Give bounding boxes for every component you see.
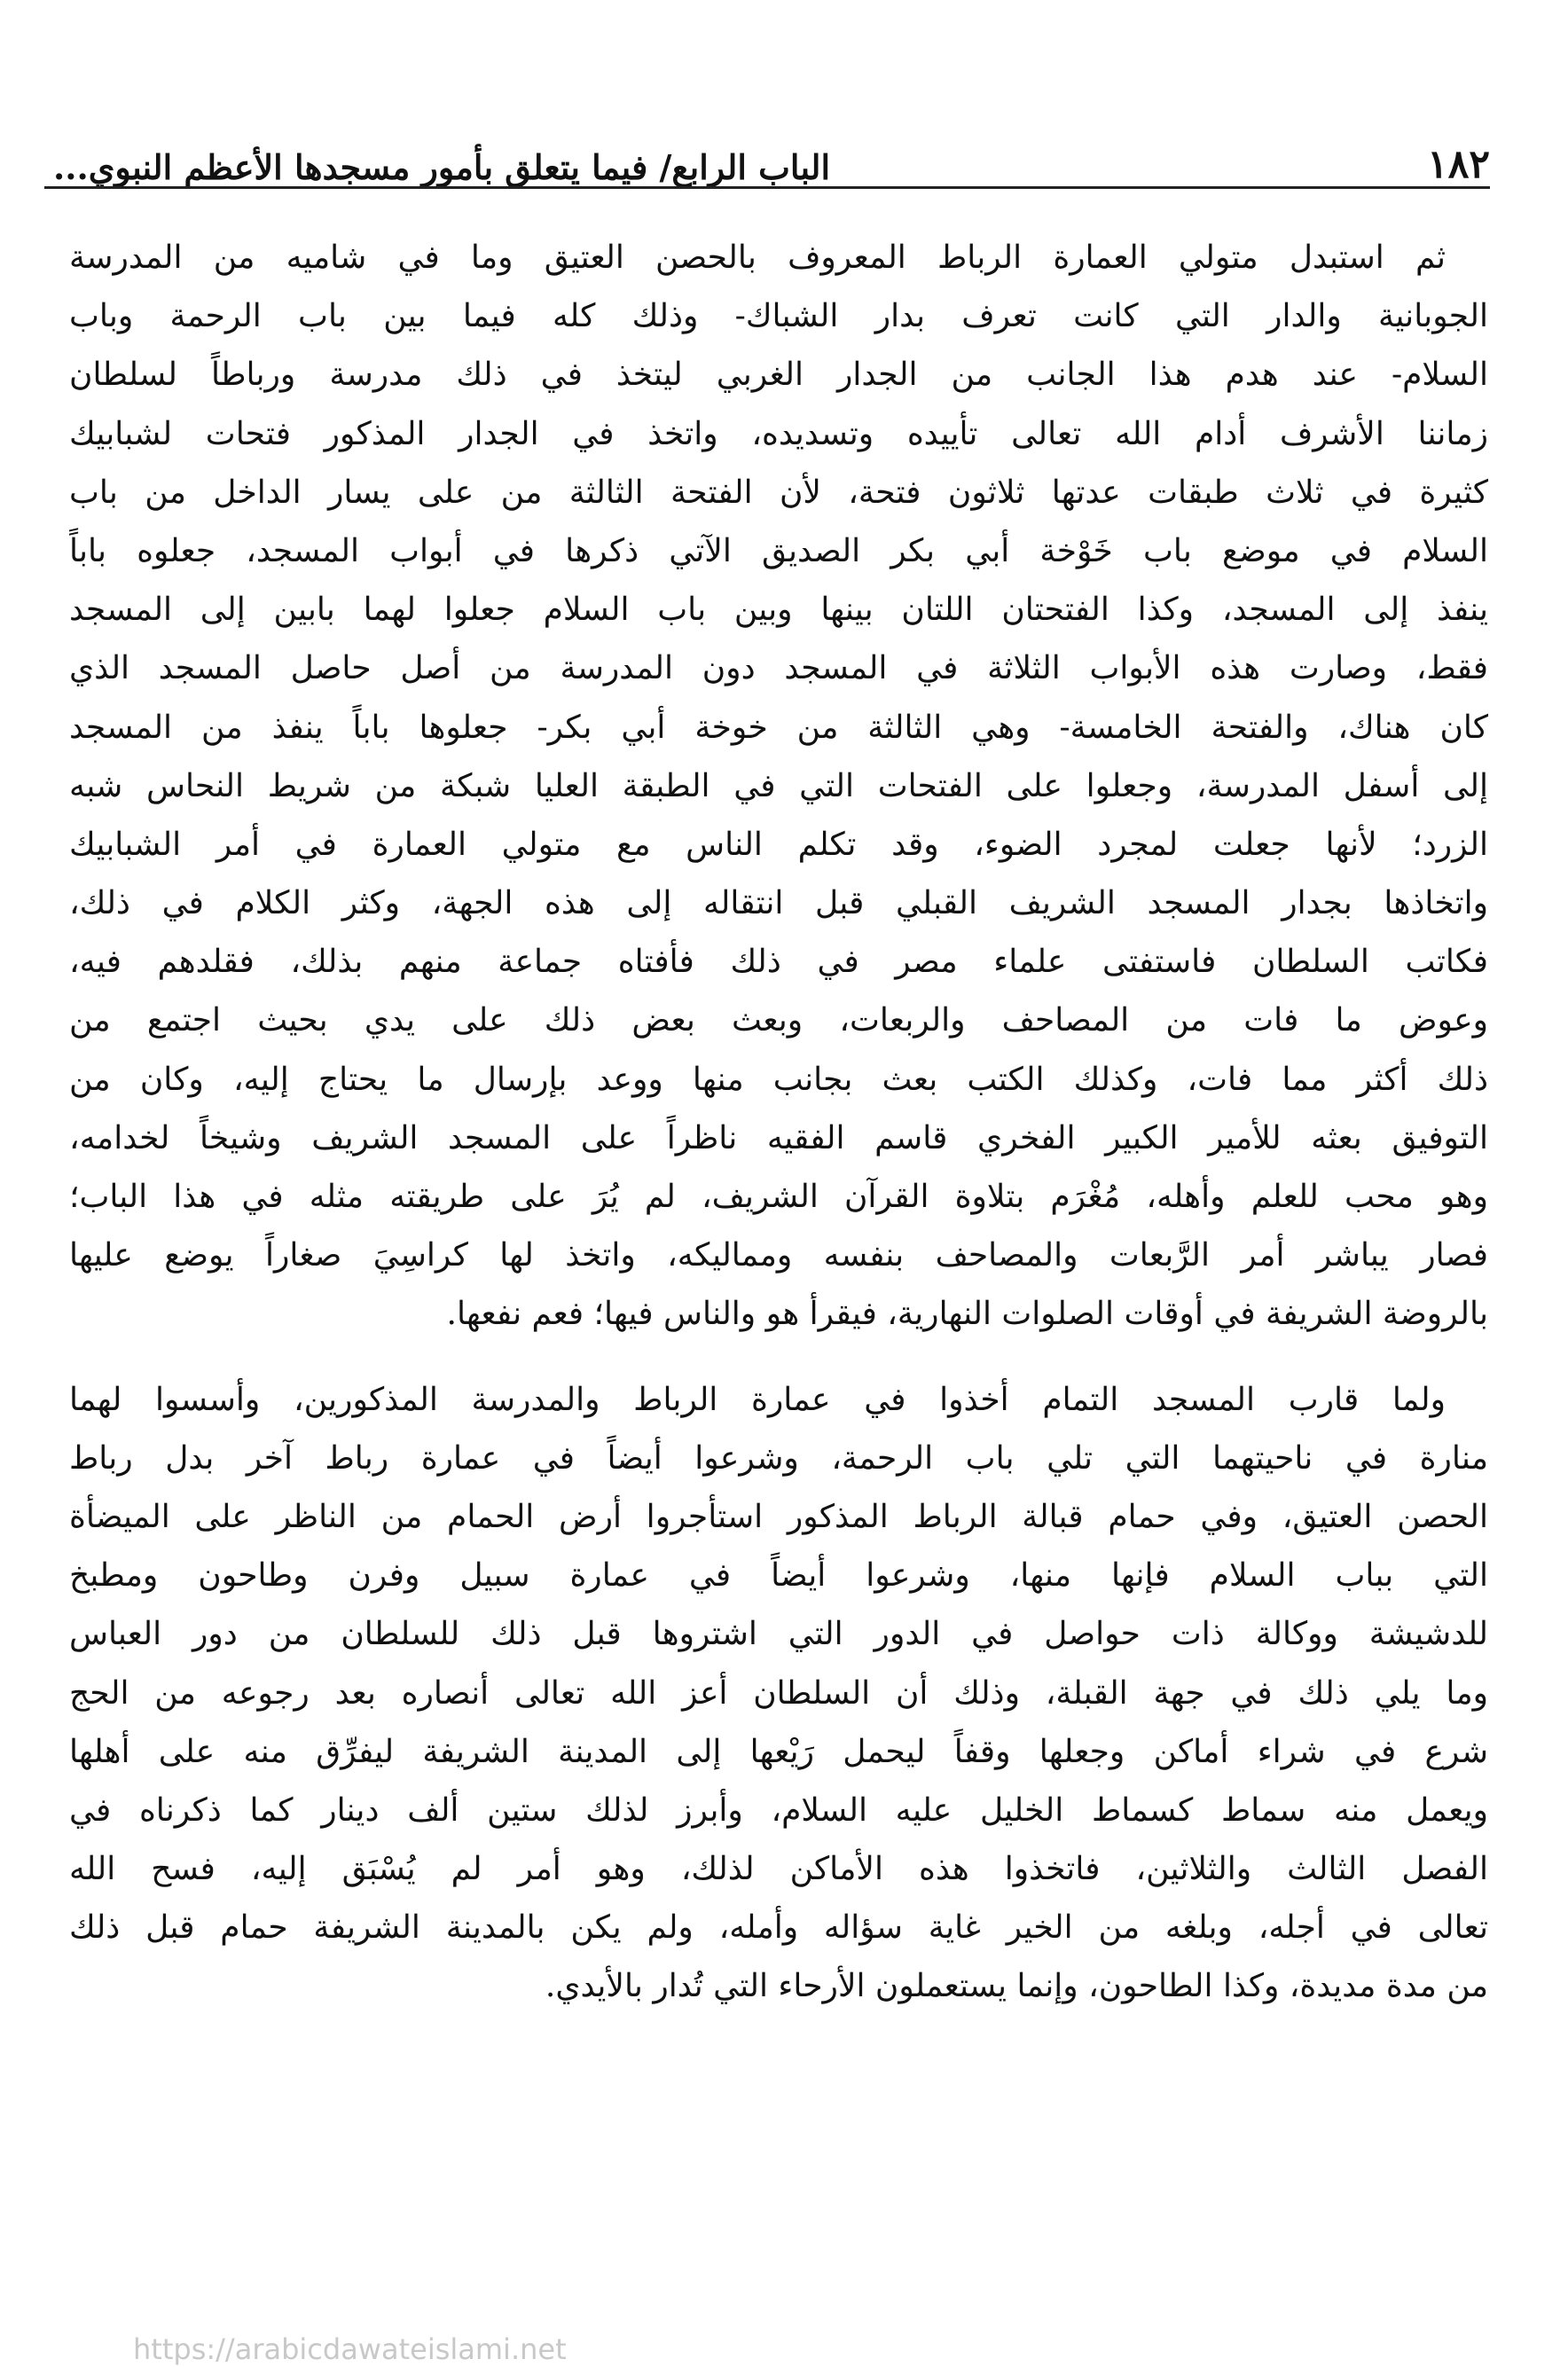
- text-line: السلام في موضع باب خَوْخة أبي بكر الصديق الآتي ذكرها في أبواب المسجد، جعلوه باباً: [69, 532, 1488, 569]
- text-line: واتخاذها بجدار المسجد الشريف القبلي قبل انتقاله إلى هذه الجهة، وكثر الكلام في ذلك،: [69, 885, 1488, 922]
- text-line: تعالى في أجله، وبلغه من الخير غاية سؤاله وأمله، ولم يكن بالمدينة الشريفة حمام قبل ذلك: [69, 1909, 1488, 1947]
- text-line: فصار يباشر أمر الرَّبعات والمصاحف بنفسه ومماليكه، واتخذ لها كراسِيَ صغاراً يوضع عليها: [69, 1237, 1488, 1274]
- text-line: التوفيق بعثه للأمير الكبير الفخري قاسم الفقيه ناظراً على المسجد الشريف وشيخاً لخدامه،: [69, 1119, 1488, 1156]
- page-header: [53, 114, 1490, 187]
- text-line: وما يلي ذلك في جهة القبلة، وذلك أن السلطان أعز الله تعالى أنصاره بعد رجوعه من الحج: [69, 1674, 1488, 1712]
- text-line: ثم استبدل متولي العمارة الرباط المعروف بالحصن العتيق وما في شاميه من المدرسة: [69, 239, 1446, 276]
- text-line: الجوبانية والدار التي كانت تعرف بدار الشباك- وذلك كله فيما بين باب الرحمة وباب: [69, 298, 1488, 335]
- paragraph: [69, 229, 1488, 1344]
- text-line: شرع في شراء أماكن وجعلها وقفاً ليحمل رَيْعها إلى المدينة الشريفة ليفرِّق منه على أهلها: [69, 1733, 1488, 1770]
- text-line: ولما قارب المسجد التمام أخذوا في عمارة الرباط والمدرسة المذكورين، وأسسوا لهما: [69, 1381, 1446, 1418]
- page-body: [69, 229, 1488, 2017]
- text-line: الحصن العتيق، وفي حمام قبالة الرباط المذكور استأجروا أرض الحمام من الناظر على الميضأة: [69, 1498, 1488, 1535]
- text-line: منارة في ناحيتهما التي تلي باب الرحمة، وشرعوا أيضاً في عمارة رباط آخر بدل رباط: [69, 1439, 1488, 1477]
- text-line: ويعمل منه سماط كسماط الخليل عليه السلام، وأبرز لذلك ستين ألف دينار كما ذكرناه في: [69, 1791, 1488, 1829]
- page-number: ١٨٢: [1427, 142, 1490, 187]
- text-line: للدشيشة ووكالة ذات حواصل في الدور التي اشتروها قبل ذلك للسلطان من دور العباس: [69, 1616, 1488, 1653]
- text-line: الزرد؛ لأنها جعلت لمجرد الضوء، وقد تكلم الناس مع متولي العمارة في أمر الشبابيك: [69, 826, 1488, 863]
- text-line: ينفذ إلى المسجد، وكذا الفتحتان اللتان بينها وبين باب السلام جعلوا لهما بابين إلى المسجد: [69, 592, 1488, 629]
- text-line: السلام- عند هدم هذا الجانب من الجدار الغربي ليتخذ في ذلك مدرسة ورباطاً لسلطان: [69, 357, 1488, 394]
- text-line: وهو محب للعلم وأهله، مُغْرَم بتلاوة القرآن الشريف، لم يُرَ على طريقته مثله في هذا الباب؛: [69, 1179, 1488, 1215]
- watermark-url: https://arabicdawateislami.net: [133, 2332, 567, 2366]
- paragraph: [69, 1371, 1488, 2017]
- text-line: زماننا الأشرف أدام الله تعالى تأييده وتسديده، واتخذ في الجدار المذكور فتحات لشبابيك: [69, 415, 1488, 452]
- text-line: التي بباب السلام فإنها منها، وشرعوا أيضاً في عمارة سبيل وفرن وطاحون ومطبخ: [69, 1557, 1488, 1595]
- text-line: فكاتب السلطان فاستفتى علماء مصر في ذلك فأفتاه جماعة منهم بذلك، فقلدهم فيه،: [69, 944, 1488, 981]
- text-line: الفصل الثالث والثلاثين، فاتخذوا هذه الأماكن لذلك، وهو أمر لم يُسْبَق إليه، فسح الله: [69, 1851, 1488, 1888]
- text-line: إلى أسفل المدرسة، وجعلوا على الفتحات التي في الطبقة العليا شبكة من شريط النحاس شبه: [69, 767, 1488, 804]
- paragraph-gap: [69, 1344, 1488, 1371]
- text-line: وعوض ما فات من المصاحف والربعات، وبعث بعض ذلك على يدي بحيث اجتمع من: [69, 1002, 1488, 1039]
- text-line: من مدة مديدة، وكذا الطاحون، وإنما يستعملون الأرحاء التي تُدار بالأيدي.: [545, 1968, 1488, 2005]
- text-line: فقط، وصارت هذه الأبواب الثلاثة في المسجد دون المدرسة من أصل حاصل المسجد الذي: [69, 650, 1488, 687]
- text-line: ذلك أكثر مما فات، وكذلك الكتب بعث بجانب منها ووعد بإرسال ما يحتاج إليه، وكان من: [69, 1061, 1488, 1098]
- text-line: كثيرة في ثلاث طبقات عدتها ثلاثون فتحة، لأن الفتحة الثالثة من على يسار الداخل من باب: [69, 474, 1488, 511]
- header-divider: [44, 186, 1490, 189]
- text-line: بالروضة الشريفة في أوقات الصلوات النهارية، فيقرأ هو والناس فيها؛ فعم نفعها.: [446, 1296, 1488, 1333]
- running-title: الباب الرابع/ فيما يتعلق بأمور مسجدها الأعظم النبوي...: [53, 147, 831, 187]
- text-line: كان هناك، والفتحة الخامسة- وهي الثالثة من خوخة أبي بكر- جعلوها باباً ينفذ من المسجد: [69, 709, 1488, 746]
